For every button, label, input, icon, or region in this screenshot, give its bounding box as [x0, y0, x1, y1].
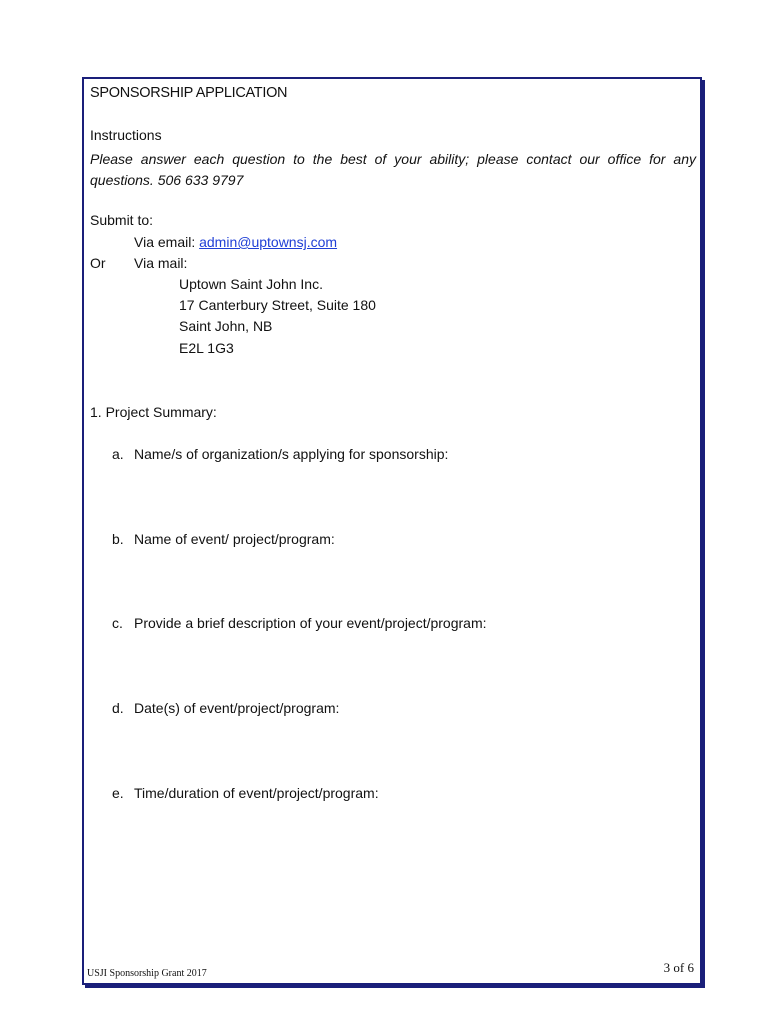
address-line: 17 Canterbury Street, Suite 180	[179, 297, 376, 313]
document-page	[82, 77, 702, 985]
page-number: 3 of 6	[663, 960, 694, 975]
document-title: SPONSORSHIP APPLICATION	[90, 85, 288, 101]
question-item	[112, 700, 339, 717]
question-text: Time/duration of event/project/program:	[134, 785, 379, 801]
footer-document-name: USJI Sponsorship Grant 2017	[87, 968, 207, 979]
question-item	[112, 785, 379, 802]
via-mail-label: Via mail:	[134, 255, 188, 271]
address-line: E2L 1G3	[179, 340, 234, 356]
via-email-label: Via email:	[134, 234, 200, 250]
email-link[interactable]: admin@uptownsj.com	[199, 234, 338, 250]
section-heading: 1. Project Summary:	[90, 404, 217, 420]
address-line: Saint John, NB	[179, 318, 273, 334]
question-letter: e.	[112, 785, 124, 801]
address-line: Uptown Saint John Inc.	[179, 276, 323, 292]
question-item	[112, 615, 487, 632]
question-text: Name of event/ project/program:	[134, 531, 335, 547]
question-item	[112, 446, 448, 463]
or-label: Or	[90, 255, 106, 271]
question-letter: c.	[112, 615, 123, 631]
question-letter: b.	[112, 531, 124, 547]
question-text: Date(s) of event/project/program:	[134, 700, 340, 716]
question-item	[112, 531, 335, 548]
instructions-label: Instructions	[90, 127, 162, 143]
question-letter: a.	[112, 446, 124, 462]
instructions-text: Please answer each question to the best of your ability; please contact our office for any questions. 506 633 9797	[90, 151, 696, 188]
question-text: Name/s of organization/s applying for sponsorship:	[134, 446, 449, 462]
submit-to-label: Submit to:	[90, 212, 154, 228]
via-email-row	[134, 234, 337, 251]
question-text: Provide a brief description of your event/project/program:	[134, 615, 487, 631]
question-letter: d.	[112, 700, 124, 716]
